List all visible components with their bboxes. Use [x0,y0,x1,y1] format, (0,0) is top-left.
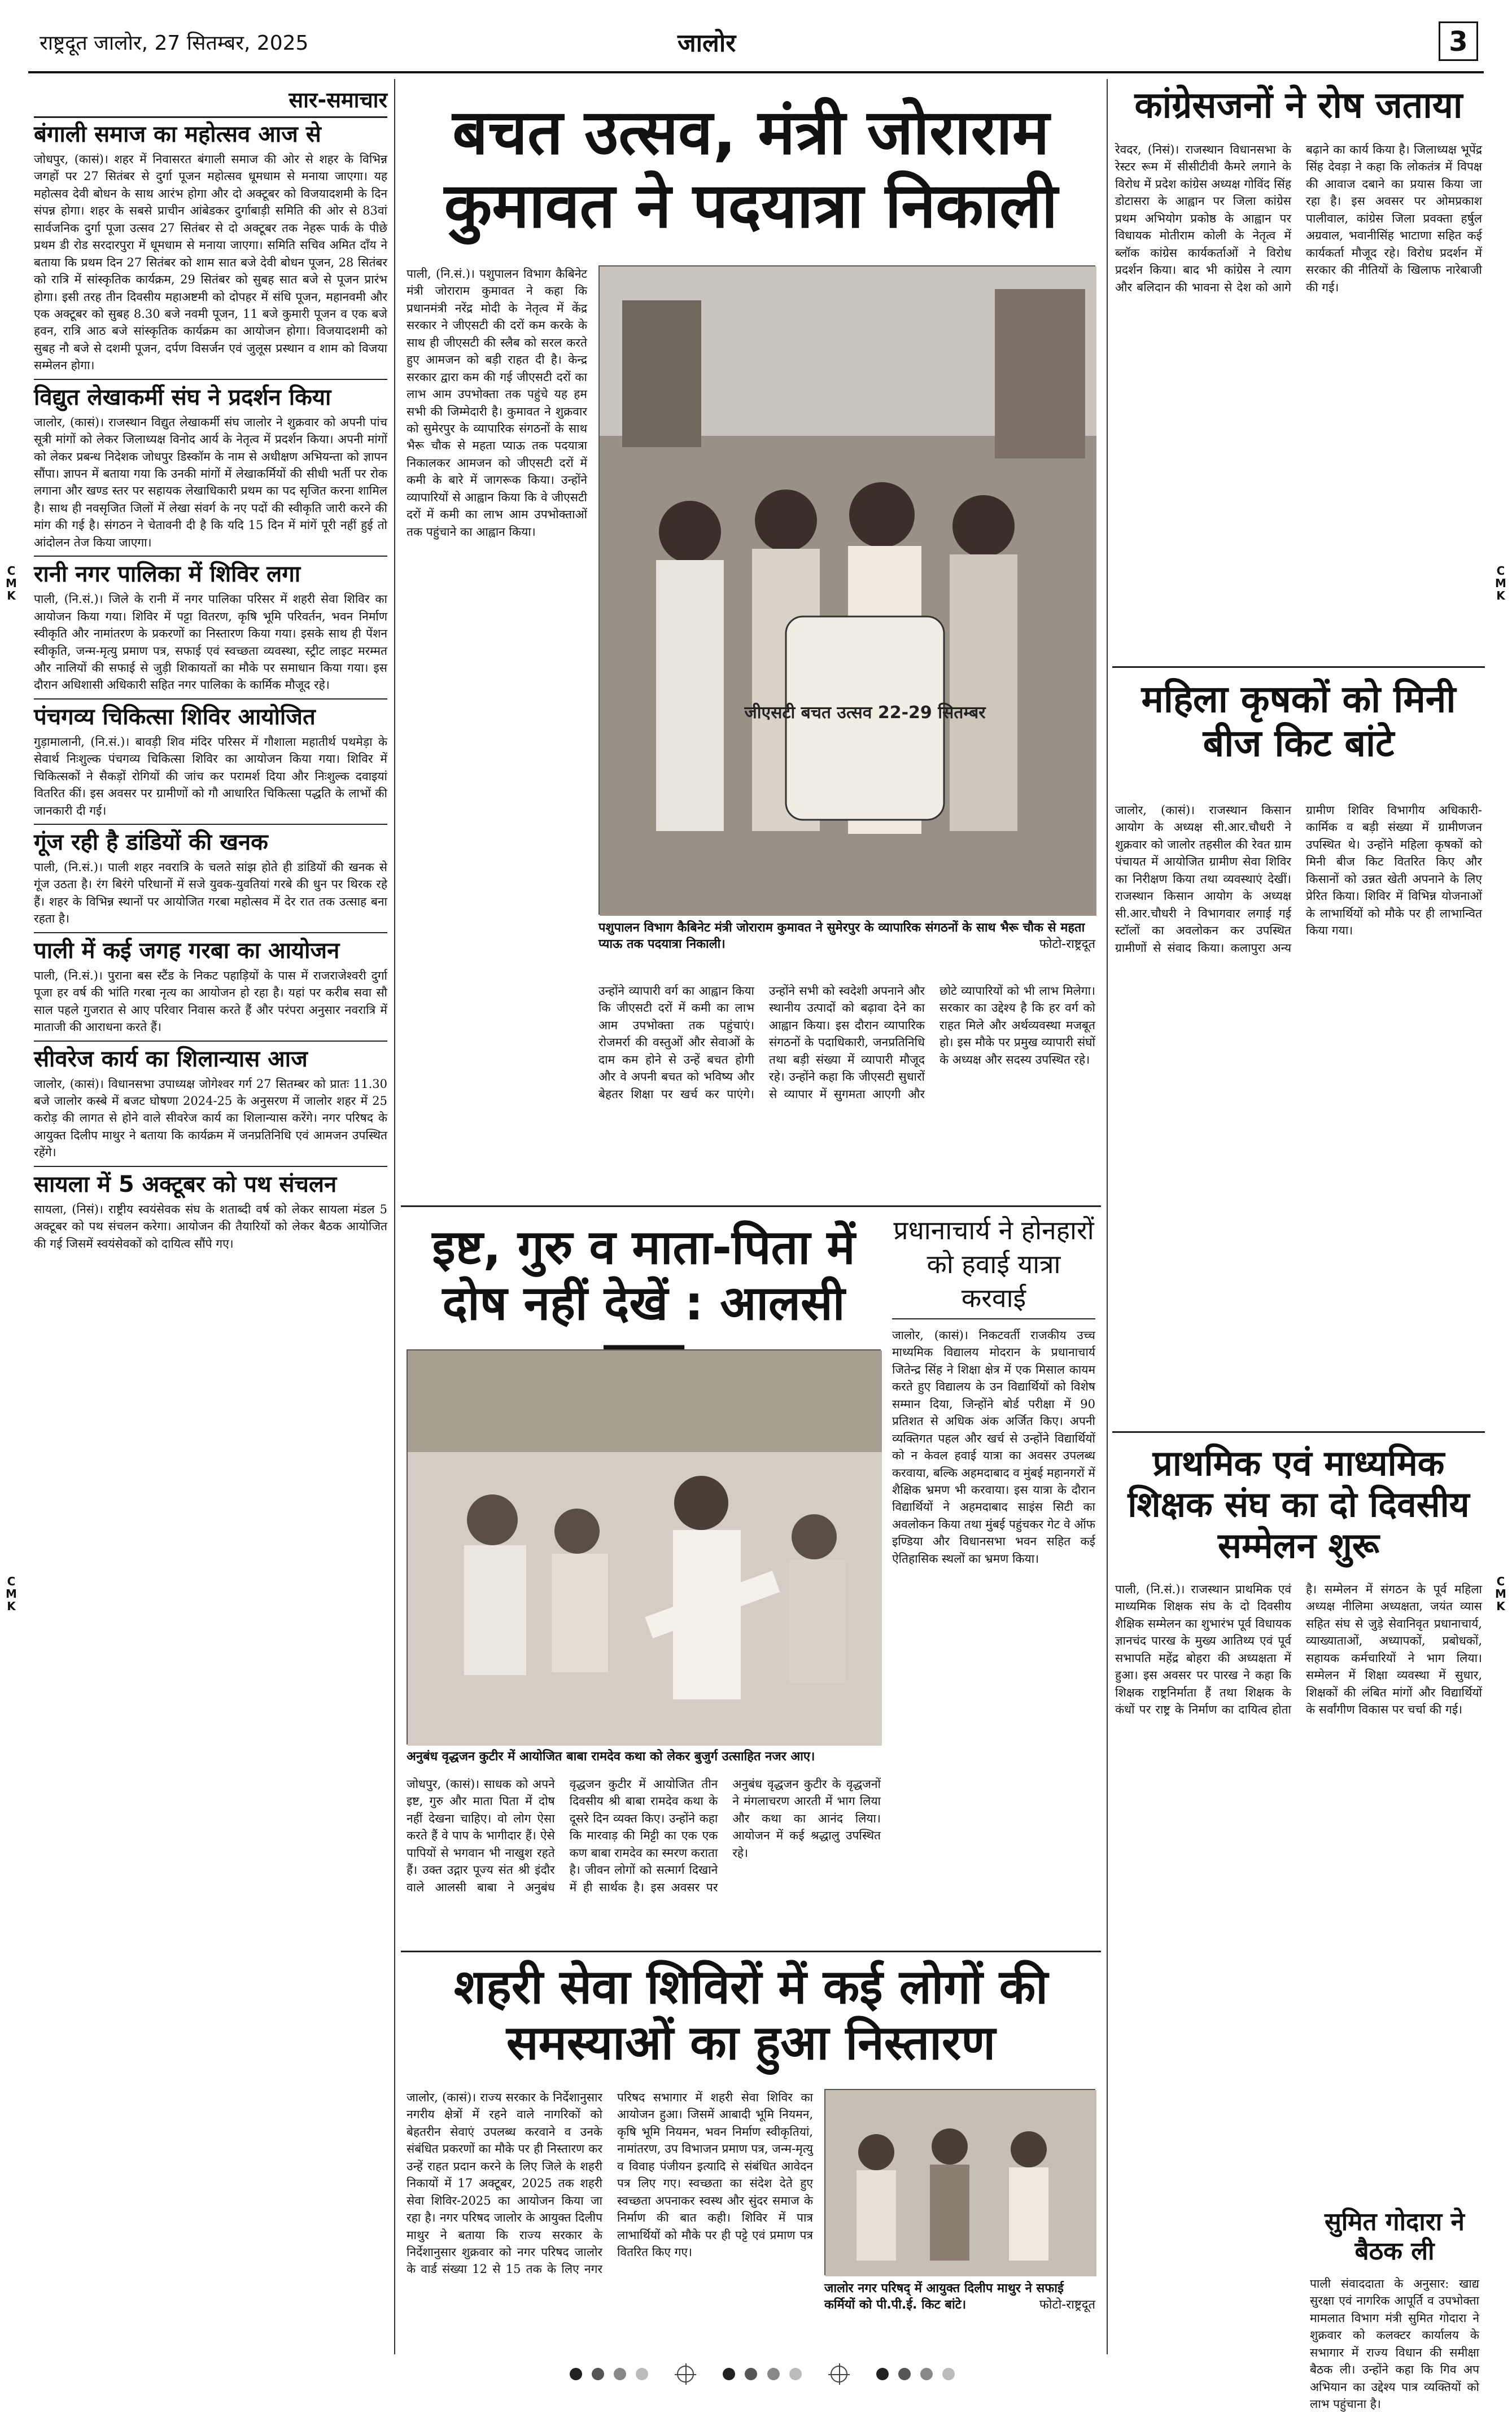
brief-title: विद्युत लेखाकर्मी संघ ने प्रदर्शन किया [34,384,331,410]
divider [34,698,387,700]
divider [34,932,387,933]
divider [401,1951,1101,1952]
brief-item [34,384,387,552]
section-title: जालोर [678,29,736,58]
brief-title: बंगाली समाज का महोत्सव आज से [34,121,321,147]
color-dot [876,2368,889,2380]
color-dot [789,2368,802,2380]
photo-bachat-padyatra [598,265,1095,915]
photo-illustration [825,2090,1096,2276]
brief-item [34,938,387,1036]
story-text: उन्होंने व्यापारी वर्ग का आह्वान किया कि जीएसटी दरों में कमी का लाभ आम उपभोक्ता तक पहुंचाएं। रोजमर्रा की वस्तुओं और सेवाओं के दाम कम होने से उन्हें बचत होगी और वे अपनी बचत को भविष्य और बेहतर शिक्षा पर खर्च कर पाएंगे। उन्होंने सभी को स्वदेशी अपनाने और स्थानीय उत्पादों को बढ़ावा देने का आह्वान किया। इस दौरान व्यापारिक संगठनों के पदाधिकारी, जनप्रतिनिधि तथा बड़ी संख्या में व्यापारी मौजूद रहे। उन्होंने कहा कि जीएसटी सुधारों से व्यापार में सुगमता आएगी और छोटे व्यापारियों को भी लाभ मिलेगा। सरकार का उद्देश्य है कि हर वर्ग को राहत मिले और अर्थव्यवस्था मजबूत हो। इस मौके पर प्रमुख व्यापारी संघों के अध्यक्ष और सदस्य उपस्थित रहे। [598,984,1095,1101]
color-dot [723,2368,735,2380]
brief-item [34,1046,387,1161]
divider [34,1166,387,1167]
brief-title: पाली में कई जगह गरबा का आयोजन [34,937,340,964]
brief-item [34,121,387,374]
divider [34,556,387,557]
brief-item [34,561,387,694]
color-dot [898,2368,911,2380]
page-number: 3 [1439,21,1478,61]
cmk-mark-right-bottom: C M K [1495,1575,1506,1613]
color-dot [614,2368,626,2380]
brief-title: पंचगव्य चिकित्सा शिविर आयोजित [34,703,316,730]
story-text: जालोर, (कासं)। राज्य सरकार के निर्देशानुसार नगरीय क्षेत्रों में रहने वाले नागरिकों को बेहतरीन सेवाएं उपलब्ध करवाने व उनके संबंधित प्रकरणों का मौके पर ही निस्तारण कर उन्हें राहत प्रदान करने के लिए जिले के शहरी निकायों में 17 अक्टूबर, 2025 तक शहरी सेवा शिविर-2025 का आयोजन किया जा रहा है। नगर परिषद जालोर के आयुक्त दिलीप माथुर ने बताया कि राज्य सरकार के निर्देशानुसार शुक्रवार को नगर परिषद जालोर के वार्ड संख्या 12 से 15 तक के लिए नगर परिषद सभागार में शहरी सेवा शिविर का आयोजन हुआ। जिसमें आबादी भूमि नियमन, कृषि भूमि नियमन, भवन निर्माण स्वीकृतियां, नामांतरण, उप विभाजन प्रमाण पत्र, जन्म-मृत्यु व विवाह पंजीयन इत्यादि से संबंधित आवेदन पत्र लिए गए। स्वच्छता का संदेश देते हुए स्वच्छता अपनाकर स्वस्थ और सुंदर समाज के निर्माण की बात कही। शिविर में पात्र लाभार्थियों को मौके पर ही पट्टे एवं प्रमाण पत्र वितरित किए गए। [407,2091,813,2276]
briefs-label: सार-समाचार [34,85,387,118]
brief-text: सायला, (निसं)। राष्ट्रीय स्वयंसेवक संघ के शताब्दी वर्ष को लेकर सायला मंडल 5 अक्टूबर को पथ संचलन करेगा। आयोजन की तैयारियों को लेकर बैठक आयोजित की गई जिसमें स्वयंसेवकों को दायित्व सौंपे गए। [34,1202,387,1251]
brief-text: पाली, (नि.सं.)। पाली शहर नवरात्रि के चलते सांझ होते ही डांडियों की खनक से गूंज उठता है। रंग बिरंगे परिधानों में सजे युवक-युवतियां गरबे की धुन पर थिरक रहे हैं। शहर के विभिन्न स्थानों पर आयोजित गरबा महोत्सव में देर रात तक उत्साह बना रहता है। [34,860,387,926]
registration-mark-icon [677,2366,694,2383]
story-text: जालोर, (कासं)। राजस्थान किसान आयोग के अध्यक्ष सी.आर.चौधरी ने शुक्रवार को जालोर तहसील की रेवत ग्राम पंचायत में आयोजित ग्रामीण सेवा शिविर का निरीक्षण किया तथा व्यवस्थाएं देखीं। राजस्थान किसान आयोग के अध्यक्ष सी.आर.चौधरी ने विभागवार लगाई गई स्टॉलों का अवलोकन कर उपस्थित ग्रामीणों से संवाद किया। कलापुरा अन्य ग्रामीण शिविर विभागीय अधिकारी-कार्मिक व बड़ी संख्या में ग्रामीणजन उपस्थित थे। उन्होंने महिला कृषकों को मिनी बीज किट वितरित किए और किसानों को उन्नत खेती अपनाने के लिए प्रेरित किया। शिविर में विभिन्न योजनाओं के लाभार्थियों को मौके पर ही लाभान्वित किया गया। [1115,803,1482,955]
footer-registration-marks [169,2366,1355,2388]
photo-caption [824,2281,1095,2313]
brief-title: रानी नगर पालिका में शिविर लगा [34,561,301,588]
headline-shikshak: प्राथमिक एवं माध्यमिक शिक्षक संघ का दो दिवसीय सम्मेलन शुरू [1128,1442,1470,1567]
brief-title: सायला में 5 अक्टूबर को पथ संचलन [34,1171,337,1197]
divider [34,379,387,380]
registration-mark-icon [831,2366,847,2383]
story-text: पाली, (नि.सं.)। पशुपालन विभाग कैबिनेट मंत्री जोराराम कुमावत ने कहा कि प्रधानमंत्री नरेंद्र मोदी के नेतृत्व में केंद्र सरकार ने जीएसटी की दरों कम करके के साथ ही जीएसटी की स्लैब को सरल करते हुए आमजन को बड़ी राहत दी है। केन्द्र सरकार द्वारा कम की गई जीएसटी दरों का लाभ आम उपभोक्ता तक पहुंचे यह हम सभी की जिम्मेदारी है। कुमावत ने शुक्रवार को सुमेरपुर के व्यापारिक संगठनों के साथ भैरू चौक से महता प्याऊ तक पदयात्रा निकालकर आमजन को जीएसटी दरों में कमी के बारे में जागरूक किया। उन्होंने व्यापारियों से आह्वान किया कि वे जीएसटी दरों में कमी का लाभ आम उपभोक्ताओं तक पहुंचाने का आह्वान किया। [407,267,587,539]
brief-item [34,829,387,928]
brief-text: पाली, (नि.सं.)। जिले के रानी में नगर पालिका परिसर में शहरी सेवा शिविर का आयोजन किया गया। शिविर में पट्टा वितरण, कृषि भूमि परिवर्तन, भवन निर्माण स्वीकृति और नामांतरण के प्रकरणों का निस्तारण किया गया। इसके साथ ही पेंशन स्वीकृति, जन्म-मृत्यु प्रमाण पत्र, सफाई एवं स्वच्छता व्यवस्था, स्ट्रीट लाइट मरम्मत और नालियों की सफाई से जुड़ी शिकायतों का मौके पर समाधान किया गया। इस दौरान अधिशासी अधिकारी सहित नगर पालिका के कार्मिक मौजूद रहे। [34,592,387,692]
divider [34,824,387,825]
color-dot [942,2368,955,2380]
photo-illustration [408,1350,882,1746]
story-text: पाली संवाददाता के अनुसार: खाद्य सुरक्षा एवं नागरिक आपूर्ति व उपभोक्ता मामलात विभाग मंत्री सुमित गोदारा ने शुक्रवार को कलक्टर कार्यालय के सभागार में राज्य विधान की समीक्षा बैठक ली। उन्होंने कहा कि गिव अप अभियान का उद्देश्य पात्र व्यक्तियों को लाभ पहुंचाना है। [1310,2277,1479,2411]
color-dot [570,2368,582,2380]
photo-baba-katha [407,1349,881,1745]
brief-title: सीवरेज कार्य का शिलान्यास आज [34,1046,308,1072]
cmk-mark-right-top: C M K [1495,564,1506,602]
headline-sumit: सुमित गोदारा ने बैठक ली [1325,2207,1465,2266]
story-text: जोधपुर, (कासं)। साधक को अपने इष्ट, गुरु और माता पिता में दोष नहीं देखना चाहिए। वो लोग ऐसा करते हैं वे पाप के भागीदार हैं। ऐसे पापियों से भगवान भी नाखुश रहते हैं। उक्त उद्गार पूज्य संत श्री इंदौर वाले आलसी बाबा ने अनुबंध वृद्धजन कुटीर में आयोजित तीन दिवसीय श्री बाबा रामदेव कथा के दूसरे दिन व्यक्त किए। उन्होंने कहा कि मारवाड़ की मिट्टी का एक एक कण बाबा रामदेव का स्मरण कराता है। जीवन लोगों को सत्मार्ग दिखाने में ही सार्थक है। इस अवसर पर अनुबंध वृद्धजन कुटीर के वृद्धजनों ने मंगलाचरण आरती में भाग लिया और कथा का आनंद लिया। आयोजन में कई श्रद्धालु उपस्थित रहे। [407,1777,881,1894]
photo-caption-text: जालोर नगर परिषद् में आयुक्त दिलीप माथुर ने सफाई कर्मियों को पी.पी.ई. किट बांटे। [824,2281,1064,2312]
divider [401,1205,1101,1207]
cmk-mark-left-bottom: C M K [6,1575,17,1613]
brief-text: जालोर, (कासं)। राजस्थान विद्युत लेखाकर्मी संघ जालोर ने शुक्रवार को अपनी पांच सूत्री मांगों को लेकर जिलाध्यक्ष विनोद आर्य के नेतृत्व में प्रदर्शन किया। अपनी मांगों को लेकर प्रबन्ध निदेशक जोधपुर डिस्कॉम के नाम से अधीक्षण अभियन्ता को ज्ञापन सौंपा। ज्ञापन में बताया गया कि उनकी मांगों में लेखाकर्मियों की सीधी भर्ती पर रोक लगाना और खण्ड स्तर पर सहायक लेखाधिकारी प्रथम का पद सृजित करना शामिल है। साथ ही नवसृजित जिलों में लेखा संवर्ग के नए पदों की स्वीकृति जारी करने की मांग की गई है। संगठन ने चेतावनी दी है कि यदि 15 दिन में मांगें पूरी नहीं हुई तो आंदोलन तेज किया जाएगा। [34,415,387,549]
headline-seva: शहरी सेवा शिविरों में कई लोगों की समस्याओं का हुआ निस्तारण [453,1959,1048,2071]
story-text: पाली, (नि.सं.)। राजस्थान प्राथमिक एवं माध्यमिक शिक्षक संघ के दो दिवसीय शैक्षिक सम्मेलन का शुभारंभ पूर्व विधायक ज्ञानचंद पारख के मुख्य आतिथ्य एवं पूर्व सभापति महेंद्र बोहरा की अध्यक्षता में हुआ। इस अवसर पर पारख ने कहा कि शिक्षक राष्ट्रनिर्माता हैं तथा शिक्षक के कंधों पर राष्ट्र के निर्माण का दायित्व होता है। सम्मेलन में संगठन के पूर्व महिला अध्यक्ष नीलिमा अध्यक्षता, जयंत व्यास सहित संघ से जुड़े सेवानिवृत प्रधानाचार्य, व्याख्याताओं, अध्यापकों, प्रबोधकों, सहायक कर्मचारियों ने भाग लिया। सम्मेलन में शिक्षा व्यवस्था में सुधार, शिक्षकों की लंबित मांगों और विद्यार्थियों के सर्वांगीण विकास पर चर्चा की गई। [1115,1583,1482,1717]
brief-title: गूंज रही है डांडियों की खनक [34,829,268,855]
photo-credit: फोटो-राष्ट्रदूत [1039,2297,1095,2312]
page-header [28,11,1484,73]
pull-title-pradhanacharya: प्रधानाचार्य ने होनहारों को हवाई यात्रा करवाई [892,1214,1095,1319]
color-dot [767,2368,780,2380]
color-dot [636,2368,648,2380]
headline-bachat: बचत उत्सव, मंत्री जोराराम कुमावत ने पदयात्रा निकाली [444,96,1058,242]
divider [1112,1431,1485,1433]
brief-text: पाली, (नि.सं.)। पुराना बस स्टैंड के निकट पहाड़ियों के पास में राजराजेश्वरी दुर्गा पूजा हर वर्ष की भांति गरबा नृत्य का आयोजन हो रहा है। यहां पर करीब सवा सौ साल पहले गुजरात से आए परिवार निवास करते हैं और परंपरा अनुसार नवरात्रि में माताजी की आराधना करते हैं। [34,968,387,1034]
brief-text: गुड़ामालानी, (नि.सं.)। बावड़ी शिव मंदिर परिसर में गौशाला महातीर्थ पथमेड़ा के सेवार्थ निःशुल्क पंचगव्य चिकित्सा शिविर का आयोजन किया गया। शिविर में चिकित्सकों ने सैकड़ों रोगियों की जांच कर परामर्श दिया और निःशुल्क दवाइयां वितरित कीं। इस अवसर पर ग्रामीणों को गौ आधारित चिकित्सा पद्धति के लाभों की जानकारी दी गई। [34,735,387,818]
brief-item [34,1171,387,1252]
cmk-mark-left-top: C M K [6,564,17,602]
brief-text: जालोर, (कासं)। विधानसभा उपाध्यक्ष जोगेश्वर गर्ग 27 सितम्बर को प्रातः 11.30 बजे जालोर कस्बे में बजट घोषणा 2024-25 के अनुसरण में जालोर शहर में 25 करोड़ की लागत से होने वाले सीवरेज कार्य का शिलान्यास करेंगे। नगर परिषद के आयुक्त दिलीप माथुर ने बताया कि कार्यक्रम में जनप्रतिनिधि एवं आमजन उपस्थित रहेंगे। [34,1077,387,1160]
headline-congress: कांग्रेसजनों ने रोष जताया [1134,85,1463,126]
divider [1112,666,1485,668]
column-rule [1107,79,1108,2354]
briefs-column [34,85,387,2354]
story-text: रेवदर, (निसं)। राजस्थान विधानसभा के रेस्टर रूम में सीसीटीवी कैमरे लगाने के विरोध में प्रदेश कांग्रेस अध्यक्ष गोविंद सिंह डोटासरा के आह्वान पर जिला कांग्रेस प्रथम अभियोग प्रकोष्ठ के आह्वान पर विधायक मोतीराम कोली के नेतृत्व में ब्लॉक कांग्रेस कार्यकर्ताओं ने विरोध प्रदर्शन किया। बाद भी कांग्रेस ने त्याग और बलिदान की भावना से देश को आगे बढ़ाने का कार्य किया है। जिलाध्यक्ष भूपेंद्र सिंह देवड़ा ने कहा कि लोकतंत्र में विपक्ष की आवाज दबाने का प्रयास किया जा रहा है। इस अवसर पर ओमप्रकाश पालीवाल, कांग्रेस जिला प्रवक्ता हर्षुल अग्रवाल, भवानीसिंह भाटाणा सहित कई कार्यकर्ता मौजूद रहे। विरोध प्रदर्शन में सरकार की नीतियों के खिलाफ नारेबाजी की गई। [1115,143,1482,294]
photo-caption: अनुबंध वृद्धजन कुटीर में आयोजित बाबा रामदेव कथा को लेकर बुजुर्ग उत्साहित नजर आए। [407,1750,815,1764]
brief-text: जोधपुर, (कासं)। शहर में निवासरत बंगाली समाज की ओर से शहर के विभिन्न जगहों पर 27 सितंबर से दुर्गा पूजन महोत्सव धूमधाम से मनाया जाएगा। यह महोत्सव देवी बोधन के साथ आरंभ होगा और दो अक्टूबर को विजयादशमी के दिन संपन्न होगा। शहर के सबसे प्राचीन आंबेडकर दुर्गाबाड़ी समिति की ओर से 83वां सार्वजनिक दुर्गा पूजा उत्सव 27 सितंबर से दो अक्टूबर तक नेहरू पार्क के पीछे प्रथम डी रोड सरदारपुरा में धूमधाम से मनाया जाएगा। समिति सचिव अमित दाँय ने बताया कि प्रथम दिन 27 सितंबर को शाम सात बजे देवी बोधन पूजन, 28 सितंबर को रात्रि में सांस्कृतिक कार्यक्रम, 29 सितंबर को सुबह सात बजे से पूजन प्रारंभ होगा। इसी तरह तीन दिवसीय महाअष्टमी को दोपहर में संधि पूजन, महानवमी और एक अक्टूबर को सुबह 8.30 बजे नवमी पूजन, 11 बजे कुमारी पूजन व एक बजे हवन, रात्रि आठ बजे सांस्कृतिक कार्यक्रम का आयोजन होगा। विजयादशमी को सुबह नौ बजे से दशमी पूजन, दर्पण विसर्जन एवं जुलूस प्रस्थान व शाम को विजया सम्मेलन होगा। [34,152,387,373]
photo-seva-shivir [824,2089,1095,2275]
divider [34,1041,387,1042]
brief-item [34,704,387,819]
headline-mahila: महिला कृषकों को मिनी बीज किट बांटे [1141,677,1456,765]
color-dot [592,2368,604,2380]
story-text: जालोर, (कासं)। निकटवर्ती राजकीय उच्च माध्यमिक विद्यालय मोदरान के प्रधानाचार्य जितेन्द्र सिंह ने शिक्षा क्षेत्र में एक मिसाल कायम करते हुए विद्यालय के उन विद्यार्थियों को विशेष सम्मान दिया, जिन्होंने बोर्ड परीक्षा में 90 प्रतिशत से अधिक अंक अर्जित किए। अपनी व्यक्तिगत पहल और खर्च से उन्होंने विद्यार्थियों को न केवल हवाई यात्रा का अवसर उपलब्ध करवाया, बल्कि अहमदाबाद व मुंबई महानगरों में शैक्षिक भ्रमण भी करवाया। इस यात्रा के दौरान विद्यार्थियों ने अहमदाबाद साइंस सिटी का अवलोकन किया तथा मुंबई पहुंचकर गेट वे ऑफ इण्डिया और विधानसभा भवन सहित कई ऐतिहासिक स्थलों का भ्रमण किया। [892,1328,1095,1566]
photo-banner-text: जीएसटी बचत उत्सव 22-29 सितम्बर [744,703,986,723]
photo-illustration [600,266,1096,916]
photo-credit: फोटो-राष्ट्रदूत [1039,937,1095,951]
color-dot [920,2368,933,2380]
headline-baba: इष्ट, गुरु व माता-पिता में दोष नहीं देखें : आलसी [432,1219,855,1331]
photo-caption-text: पशुपालन विभाग कैबिनेट मंत्री जोराराम कुमावत ने सुमेरपुर के व्यापारिक संगठनों के साथ भैरू चौक से महता प्याऊ तक पदयात्रा निकाली। [598,921,1085,951]
dateline: राष्ट्रदूत जालोर, 27 सितम्बर, 2025 [40,32,309,55]
photo-caption [598,920,1095,952]
column-rule [394,79,395,2354]
color-dot [745,2368,757,2380]
